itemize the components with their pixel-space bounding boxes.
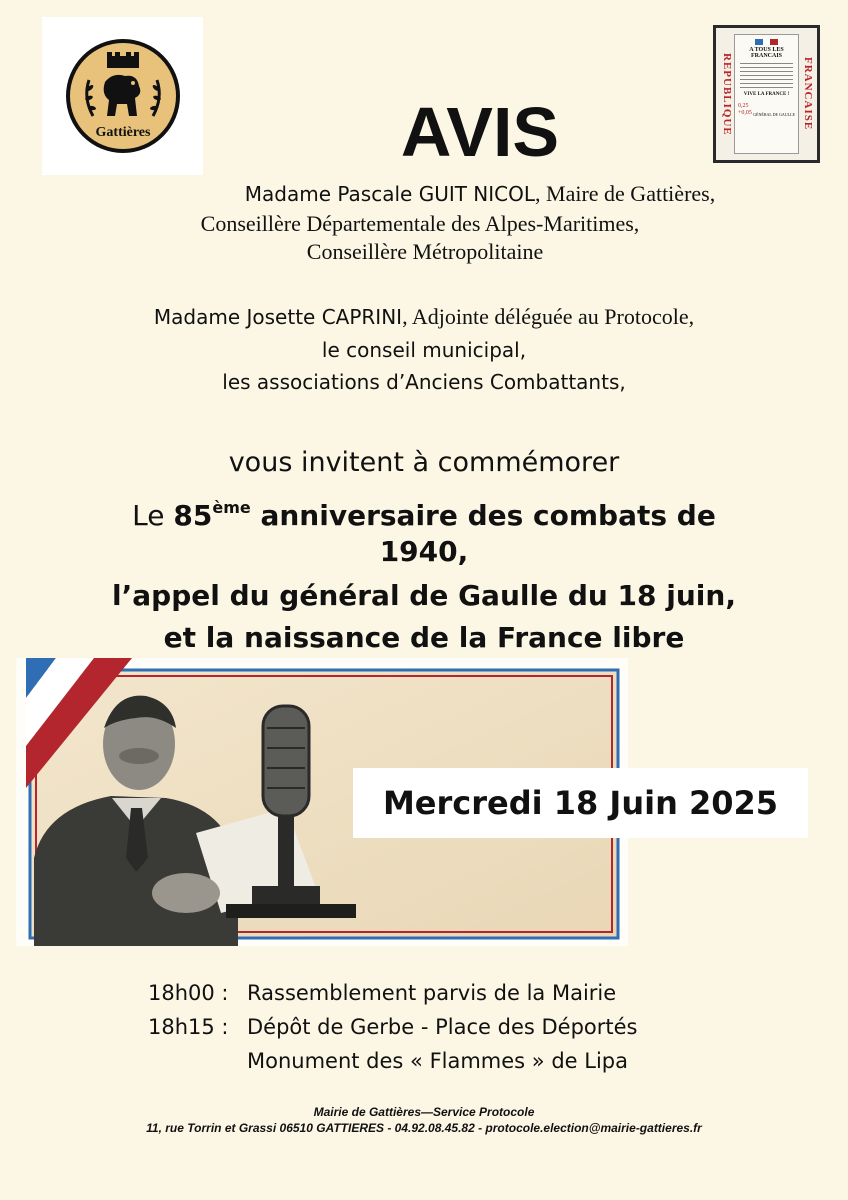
- flag-icon: [755, 39, 778, 45]
- headline-prefix: Le: [132, 499, 174, 532]
- footer-line-2: 11, rue Torrin et Grassi 06510 GATTIERES - 04.92.08.45.82 - protocole.election@mairie-gattieres.fr: [146, 1121, 702, 1135]
- host-role: , Maire de Gattières,: [535, 181, 716, 206]
- stamp-price: 0,25: [738, 103, 749, 109]
- headline-line-3: l’appel du général de Gaulle du 18 juin,: [112, 579, 736, 612]
- invite-line: vous invitent à commémorer: [228, 447, 620, 478]
- headline-rest: anniversaire des combats de: [250, 499, 716, 532]
- footer-line-1: Mairie de Gattières—Service Protocole: [313, 1105, 535, 1119]
- svg-text:Gattières: Gattières: [95, 125, 150, 140]
- schedule-row: [148, 1044, 788, 1078]
- footer: [40, 1104, 808, 1136]
- stamp-slogan: VIVE LA FRANCE !: [743, 92, 790, 97]
- host-name: Madame Pascale GUIT NICOL: [244, 182, 536, 206]
- host-line-1: [170, 180, 790, 209]
- stamp-left-text: REPUBLIQUE: [721, 52, 733, 136]
- cohost-name: Madame Josette CAPRINI: [153, 305, 403, 329]
- headline-ordinal: ème: [212, 498, 251, 517]
- postage-stamp: [713, 25, 820, 163]
- stamp-surtax: +0,05: [738, 110, 752, 116]
- cohost-role: , Adjointe déléguée au Protocole,: [402, 304, 695, 329]
- stamp-signature: GÉNÉRAL DE GAULLE: [753, 112, 795, 117]
- host-line-3: Conseillère Métropolitaine: [306, 239, 544, 264]
- stamp-right-text: FRANCAISE: [802, 57, 814, 131]
- schedule-time: 18h00 :: [148, 981, 229, 1005]
- schedule-time: 18h15 :: [148, 1015, 229, 1039]
- schedule-row: [148, 976, 788, 1010]
- page-title: AVIS: [400, 93, 560, 171]
- cohost-line-3: les associations d’Anciens Combattants,: [222, 370, 626, 394]
- schedule-row: [148, 1010, 788, 1044]
- schedule-text: Rassemblement parvis de la Mairie: [247, 981, 617, 1005]
- headline-year: 1940,: [379, 535, 469, 568]
- schedule-text: Dépôt de Gerbe - Place des Déportés: [247, 1015, 638, 1039]
- town-crest-lion-castle-icon: [63, 36, 183, 156]
- host-line-2: Conseillère Départementale des Alpes-Maritimes,: [200, 211, 640, 236]
- schedule-time: [148, 1044, 247, 1078]
- town-logo: [42, 17, 203, 175]
- headline-number: 85: [173, 499, 213, 532]
- cohost-line-1: [40, 301, 808, 334]
- event-date: Mercredi 18 Juin 2025: [353, 768, 808, 838]
- headline-line-4: et la naissance de la France libre: [163, 621, 685, 654]
- stamp-poster: [734, 34, 799, 154]
- schedule: [148, 976, 788, 1078]
- schedule-text: Monument des « Flammes » de Lipa: [247, 1049, 628, 1073]
- stamp-heading: A TOUS LES FRANCAIS: [749, 47, 784, 59]
- cohost-line-2: le conseil municipal,: [321, 338, 527, 362]
